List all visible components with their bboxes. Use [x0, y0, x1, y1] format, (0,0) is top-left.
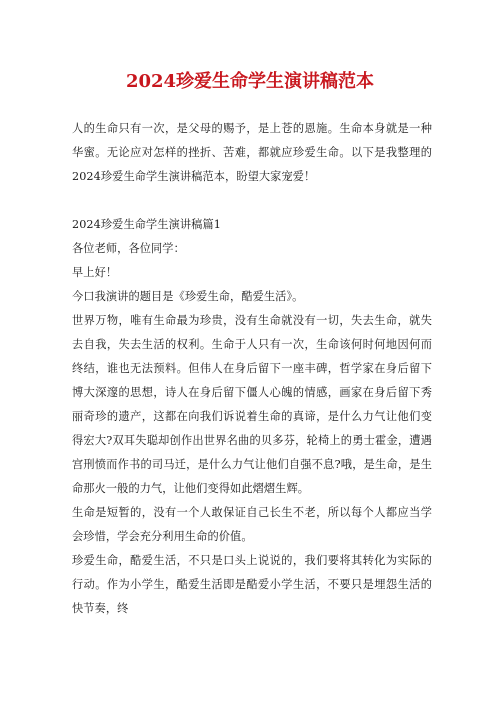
- document-title: 2024珍爱生命学生演讲稿范本: [125, 71, 375, 92]
- document-body: [72, 117, 432, 621]
- good-morning-line: 早上好！: [72, 266, 118, 279]
- body-paragraph-1: 世界万物，唯有生命最为珍贵，没有生命就没有一切，失去生命，就失去自我，失去生活的权利。生命于人只有一次，生命该何时何地因何而终结，谁也无法预料。但伟人在身后留下一座丰碑，哲学家在身后留下博大深邃的思想，诗人在身后留下僵人心魄的情感，画家在身后留下秀丽奇珍的遗产，这都在向我们诉说着生命的真谛，是什么力气让他们变得宏大?双耳失聪却创作出世界名曲的贝多芬，轮椅上的勇士霍金，遭遇宫刑愤而作书的司马迁，是什么力气让他们自强不息?哦，是生命，是生命那火一般的力气，让他们变得如此熠熠生辉。: [72, 314, 432, 495]
- body-paragraph-3: 珍爱生命，酷爱生活，不只是口头上说说的，我们要将其转化为实际的行动。作为小学生，酷爱生活即是酷爱小学生活，不要只是埋怨生活的快节奏，终: [72, 554, 432, 615]
- greeting-line: 各位老师，各位同学：: [72, 242, 185, 255]
- spacer: [72, 189, 432, 213]
- section-heading: 2024珍爱生命学生演讲稿篇1: [72, 218, 221, 231]
- topic-line: 今口我演讲的题目是《珍爱生命，酷爱生活》。: [72, 290, 304, 303]
- body-paragraph-2: 生命是短暂的，没有一个人敢保证自己长生不老，所以每个人都应当学会珍惜，学会充分利用生命的价值。: [72, 506, 432, 543]
- intro-paragraph: 人的生命只有一次，是父母的赐予，是上苍的恩施。生命本身就是一种华蜜。无论应对怎样的挫折、苦难，都就应珍爱生命。以下是我整理的2024珍爱生命学生演讲稿范本，盼望大家宠爱！: [72, 122, 432, 183]
